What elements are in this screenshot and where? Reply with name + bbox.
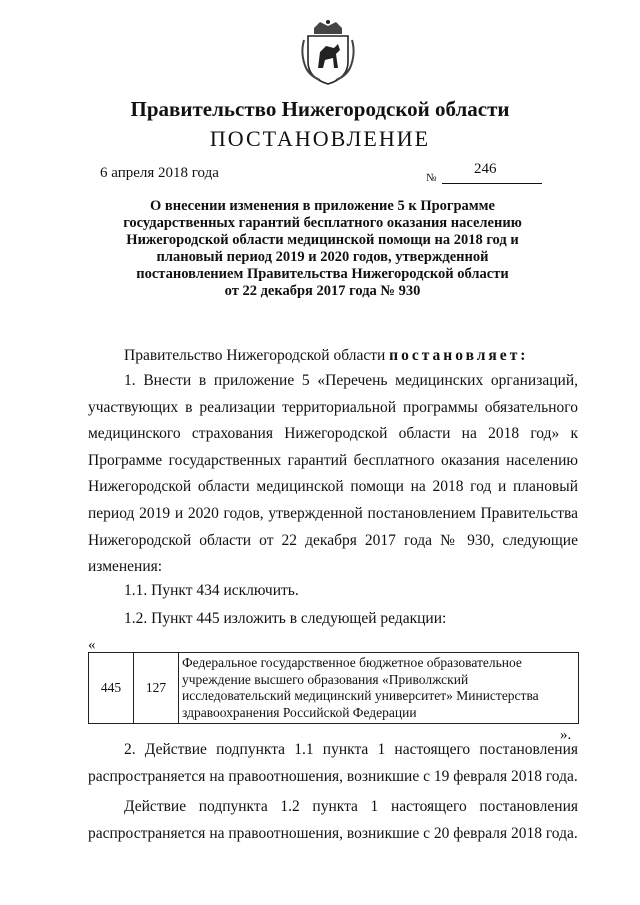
paragraph-item-1: 1. Внести в приложение 5 «Перечень медицинских организаций, участвующих в реализации территориальной программы обязательного медицинского страхования Нижегородской области на 2018 год» к Программе государственных гарантий бесплатного оказания населению Нижегородской области медицинской помощи на 2018 год и плановый период 2019 и 2020 годов, утвержденной постановлением Правительства Нижегородской области от 22 декабря 2017 года № 930, следующие изменения:	[88, 372, 578, 576]
document-type: ПОСТАНОВЛЕНИЕ	[209, 126, 431, 151]
paragraph-item-1-2: 1.2. Пункт 445 изложить в следующей редакции:	[124, 610, 447, 627]
preamble	[88, 347, 578, 365]
subject-line: О внесении изменения в приложение 5 к Программе	[149, 198, 495, 214]
table-cell-organization: Федеральное государственное бюджетное образовательное учреждение высшего образования «Приволжский исследовательский медицинский университет» Министерства здравоохранения Российской Федерации	[179, 653, 579, 724]
preamble-verb: постановляет:	[389, 347, 529, 364]
subject-line: от 22 декабря 2017 года № 930	[224, 283, 421, 299]
subject-line: постановлением Правительства Нижегородской области	[136, 266, 509, 282]
government-title: Правительство Нижегородской области	[130, 97, 510, 121]
document-date: 6 апреля 2018 года	[100, 165, 219, 181]
paragraph-item-3: Действие подпункта 1.2 пункта 1 настоящего постановления распространяется на правоотношения, возникшие с 20 февраля 2018 года.	[88, 798, 578, 842]
number-label: №	[426, 172, 437, 184]
number-underline	[442, 183, 542, 184]
table-cell-code: 127	[134, 653, 179, 724]
document-subject	[100, 198, 545, 300]
amendment-table	[88, 652, 579, 724]
table-cell-number: 445	[89, 653, 134, 724]
quote-open: «	[88, 637, 96, 653]
coat-of-arms-icon	[298, 18, 358, 88]
subject-line: государственных гарантий бесплатного оказания населению	[123, 215, 522, 231]
quote-close: ».	[560, 727, 572, 743]
paragraph-item-2: 2. Действие подпункта 1.1 пункта 1 настоящего постановления распространяется на правоотношения, возникшие с 19 февраля 2018 года.	[88, 741, 578, 785]
table-row	[89, 653, 579, 724]
paragraph-item-1-1: 1.1. Пункт 434 исключить.	[124, 582, 299, 599]
document-number: 246	[474, 161, 497, 177]
subject-line: Нижегородской области медицинской помощи на 2018 год и	[126, 232, 519, 248]
preamble-text: Правительство Нижегородской области	[124, 347, 386, 364]
subject-line: плановый период 2019 и 2020 годов, утвержденной	[156, 249, 489, 265]
